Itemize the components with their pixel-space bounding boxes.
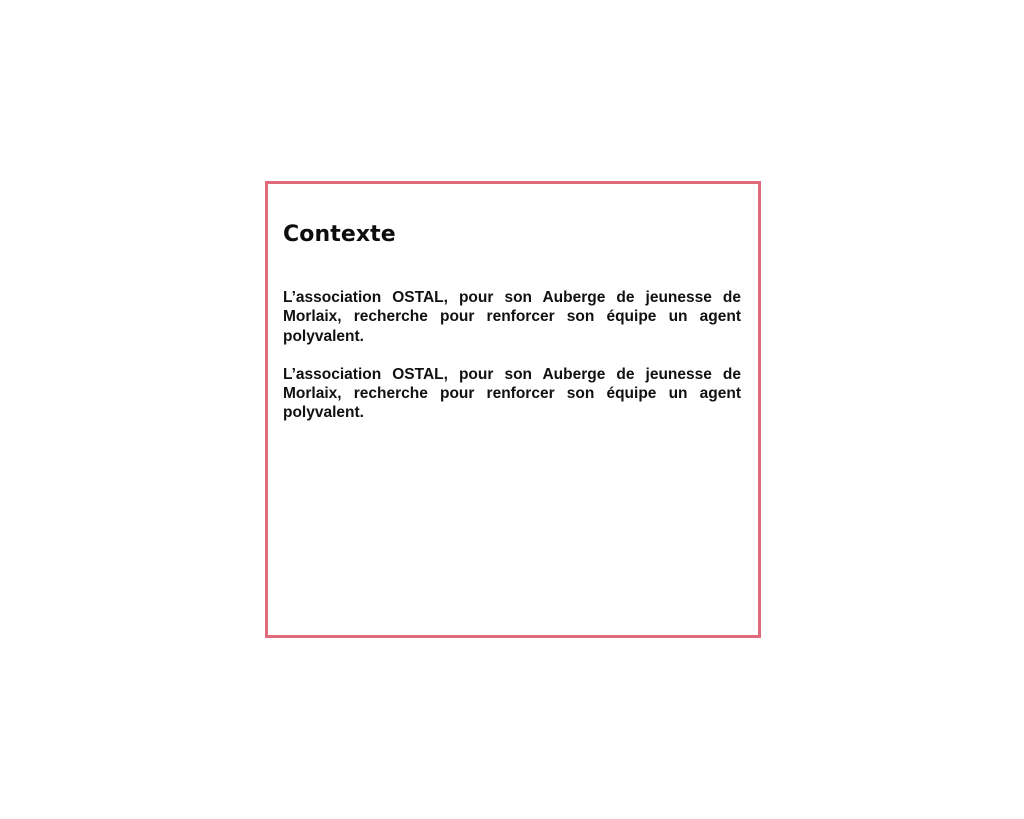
context-card xyxy=(265,181,761,638)
body-paragraph: L’association OSTAL, pour son Auberge de jeunesse de Morlaix, recherche pour renforcer son équipe un agent polyvalent. xyxy=(283,289,741,345)
card-body xyxy=(283,288,741,442)
card-title: Contexte xyxy=(283,222,396,247)
body-paragraph: L’association OSTAL, pour son Auberge de jeunesse de Morlaix, recherche pour renforcer son équipe un agent polyvalent. xyxy=(283,365,741,422)
